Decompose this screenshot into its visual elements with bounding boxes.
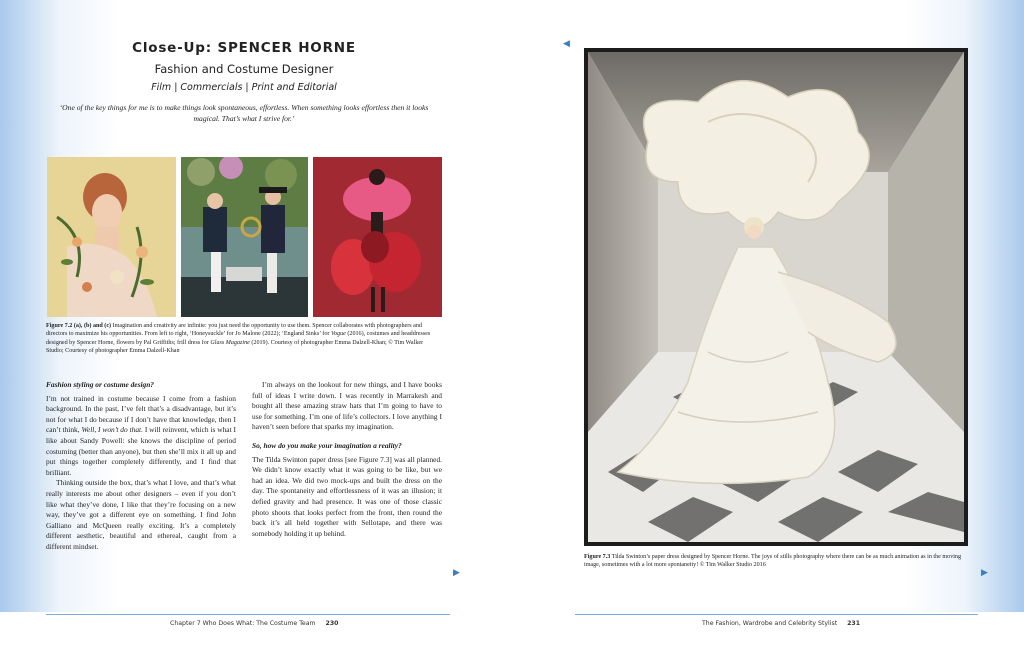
caption-vogue: Vogue	[330, 331, 346, 338]
left-page	[46, 0, 442, 612]
triangle-right-icon[interactable]: ▶	[981, 568, 988, 578]
paragraph-text: I will reinvent, which is what I like about Sandy Powell: she knows the discipline of period costuming (better than anyone), but then she’ll mix it all up and put things together completely differently, and I find that brilliant.	[46, 425, 236, 477]
caption-text: Imagination and creativity are infinite: you just need the opportunity to use them. Spencer collaborates with photographers and directors to maximize his opportunities. From left to right, ‘Honeysuckle’ for Jo Malone (2022); ‘England Sinks’ for	[46, 323, 422, 338]
page-number: 230	[325, 620, 339, 627]
paragraph-text: I’m not trained in costume because I come from a fashion background. In the past, I’ve felt that’s a disadvantage, but it’s not for what I do because if I don’t have that knowledge, then I can’t think,	[46, 393, 236, 435]
text-column-1	[46, 380, 236, 553]
photo-paper-dress	[584, 48, 968, 546]
pull-quote: ‘One of the key things for me is to make things look spontaneous, effortless. When something looks effortless then it looks magical. That’s what I strive for.’	[59, 103, 429, 123]
caption-text: (2016), costumes and headdresses designed by Spencer Horne, flowers by Pal Griffiths; frill dress for	[46, 331, 431, 346]
triangle-left-icon[interactable]: ◀	[563, 39, 570, 49]
page-subtitle: Fashion and Costume Designer	[154, 62, 334, 76]
page-number: 231	[847, 620, 861, 627]
photo-paper-dress-image	[588, 52, 964, 542]
photo-honeysuckle	[47, 157, 176, 317]
paragraph: Thinking outside the box, that’s what I love, and that’s what really interests me about other designers – even if you don’t like what they’ve done, I like that they’re focusing on a new way, they’ve got a different eye on something. I find John Galliano and McQueen really exciting. It’s a completely different aesthetic, beautiful and ethereal, caught from a different mindset.	[46, 478, 236, 551]
caption-label: Figure 7.2 (a), (b) and (c)	[46, 323, 112, 329]
photo-england-sinks	[181, 157, 308, 317]
page-title: Close-Up: SPENCER HORNE	[132, 40, 356, 56]
triangle-right-icon[interactable]: ▶	[453, 568, 460, 578]
paragraph: I’m always on the lookout for new things, and I have books full of ideas I write down. I was recently in Marrakesh and bought all these amazing straw hats that I’m going to have to use for something. I’m one of life’s collectors. I love anything I haven’t seen before that sparks my imagination.	[252, 380, 442, 432]
interview-question: So, how do you make your imagination a reality?	[252, 440, 402, 450]
interview-question: Fashion styling or costume design?	[46, 380, 155, 389]
caption-glass: Glass Magazine	[210, 339, 250, 346]
figure-caption-7-2	[46, 322, 442, 355]
caption-label: Figure 7.3	[584, 554, 611, 560]
caption-text: Tilda Swinton’s paper dress designed by Spencer Horne. The joys of stills photography where there can be as much animation as in the moving image, sometimes with a lot more spontaneity! © Tim Walker Studio 2016	[584, 554, 962, 569]
caption-text: (2019). Courtesy of photographer Emma Dalzell-Khan; © Tim Walker Studio; Courtesy of photographer Emma Dalzell-Khan	[46, 339, 424, 354]
footer-right	[702, 620, 860, 627]
paragraph: The Tilda Swinton paper dress [see Figure 7.3] was all planned. We didn’t know exactly what it was going to be like, but we had an idea. We did two mock-ups and built the dress on the day. The spontaneity and effortlessness of it was an illusion; it defied gravity and had presence. It was one of those classic photo shoots that looks perfect from the front, then round the back it’s all held together with Sellotape, and there was somebody holding it up behind.	[252, 454, 442, 538]
paragraph-emphasis: Well, I won’t do that.	[81, 425, 143, 435]
footer-left	[170, 620, 338, 627]
figure-caption-7-3	[584, 553, 968, 570]
running-head-chapter: Chapter 7 Who Does What: The Costume Team	[170, 620, 316, 627]
photo-strip	[46, 157, 442, 317]
running-head-book: The Fashion, Wardrobe and Celebrity Stylist	[702, 620, 838, 627]
text-column-2	[252, 380, 442, 539]
footer-rule	[575, 614, 978, 615]
paragraph	[46, 394, 236, 479]
footer-rule	[46, 614, 450, 615]
photo-frill-dress	[313, 157, 442, 317]
profession-tags: Film | Commercials | Print and Editorial	[151, 82, 337, 93]
